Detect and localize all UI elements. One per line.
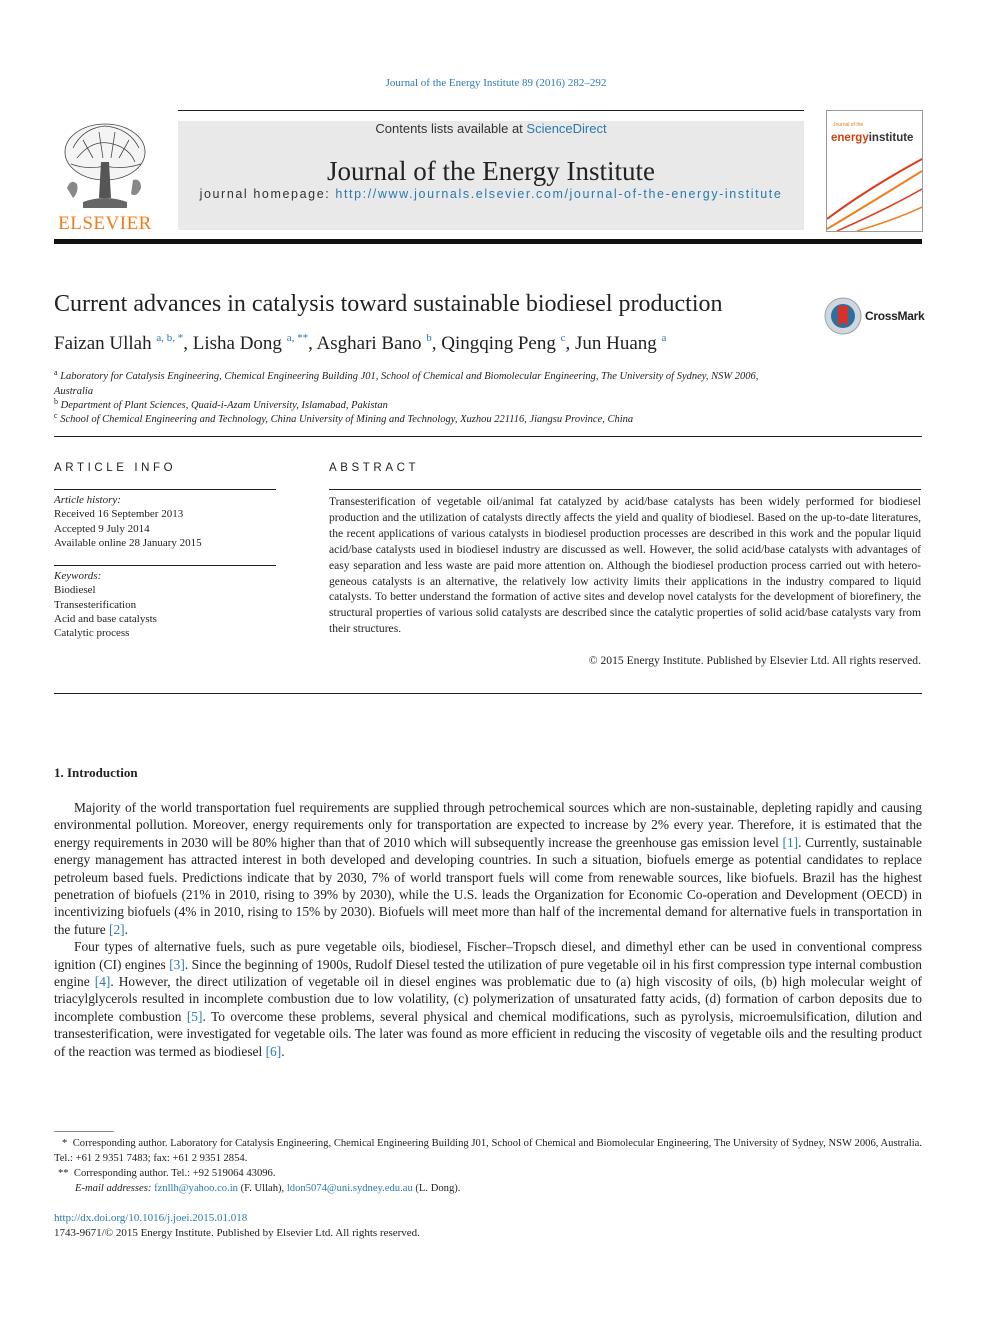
author-name[interactable]: Lisha Dong <box>192 333 282 354</box>
article-history <box>54 493 276 550</box>
journal-citation[interactable]: Journal of the Energy Institute 89 (2016) 282–292 <box>385 77 607 89</box>
article-title: Current advances in catalysis toward sustainable biodiesel production <box>54 291 723 317</box>
keyword-item: Catalytic process <box>54 627 130 640</box>
cover-graphic <box>827 149 922 231</box>
author-name[interactable]: Jun Huang <box>574 333 657 354</box>
article-info-rule-mid <box>54 565 276 566</box>
author-affiliation-marker[interactable]: a, ** <box>286 332 309 344</box>
author-name[interactable]: Faizan Ullah <box>54 333 152 354</box>
elsevier-wordmark: ELSEVIER <box>58 213 152 234</box>
author-name[interactable]: Asghari Bano <box>316 333 422 354</box>
author-separator: , <box>565 333 575 354</box>
keyword-item: Acid and base catalysts <box>54 612 157 625</box>
author-name[interactable]: Qingqing Peng <box>441 333 556 354</box>
citation-ref-1[interactable]: [1] <box>782 834 799 850</box>
keywords-block <box>54 569 276 640</box>
abstract-rule-top <box>329 489 921 490</box>
header-rule <box>178 110 804 111</box>
header-thick-rule <box>54 239 922 244</box>
author-affiliation-marker[interactable]: a <box>661 332 667 344</box>
article-info-heading: ARTICLE INFO <box>54 462 177 474</box>
citation-ref-6[interactable]: [6] <box>265 1043 282 1059</box>
contents-prefix: Contents lists available at <box>375 121 527 136</box>
abstract-heading: ABSTRACT <box>329 462 420 474</box>
author-separator: , <box>431 333 442 354</box>
author-affiliation-marker[interactable]: a, b, * <box>156 332 184 344</box>
doi-link[interactable]: http://dx.doi.org/10.1016/j.joei.2015.01.018 <box>54 1212 248 1224</box>
author-affiliation-marker[interactable]: c <box>560 332 566 344</box>
accepted-date: Accepted 9 July 2014 <box>54 522 150 535</box>
online-date: Available online 28 January 2015 <box>54 536 202 549</box>
footnote-emails: E-mail addresses: fznllh@yahoo.co.in (F. Ullah), ldon5074@uni.sydney.edu.au (L. Dong). <box>75 1183 461 1194</box>
affiliation-b: $^b$ Department of Plant Sciences, Quaid-i-Azam University, Islamabad, Pakistan <box>54 397 388 411</box>
journal-cover-thumbnail[interactable] <box>826 110 923 232</box>
affiliation-rule <box>54 436 922 437</box>
author-separator: , <box>183 333 193 354</box>
journal-title: Journal of the Energy Institute <box>327 156 655 186</box>
citation-ref-3[interactable]: [3] <box>169 956 185 972</box>
homepage-label: journal homepage: <box>199 187 336 201</box>
crossmark-label: CrossMark <box>865 309 925 323</box>
keyword-item: Biodiesel <box>54 584 96 597</box>
keyword-item: Transesterification <box>54 598 137 611</box>
section-heading-introduction: 1. Introduction <box>54 765 138 780</box>
cover-title-institute: institute <box>868 132 914 144</box>
crossmark-icon <box>824 296 864 336</box>
homepage-link[interactable]: http://www.journals.elsevier.com/journal-of-the-energy-institute <box>335 187 783 201</box>
affiliation-a: $^a$ Laboratory for Catalysis Engineering, Chemical Engineering Building J01, School of Chemical and Biomolecular Engineering, The University of Sydney, NSW 2006, Australia <box>54 368 759 397</box>
author-affiliation-marker[interactable]: b <box>426 332 432 344</box>
intro-paragraph-2: Four types of alternative fuels, such as pure vegetable oils, biodiesel, Fischer–Tropsch diesel, and dimethyl ether can be used in conventional compress ignition (CI) engines [3]. Since the beginning of 1900s, Rudolf Diesel tested the utilization of pure vegetable oil in his first compression type internal combustion engine [4]. However, the direct utilization of vegetable oil in diesel engines was problematic due to (a) high viscosity of oils, (b) high molecular weight of triacylglycerols resulted in incomplete combustion due to low volatility, (c) polymerization of unsaturated fatty acids, (d) formation of carbon deposits due to incomplete combustion [5]. To overcome these problems, several physical and chemical modifications, such as pyrolysis, microemulsification, dilution and transesterification, were investigated for vegetable oils. The later was found as more efficient in reducing the viscosity of vegetable oils and the resulting product of the reaction was termed as biodiesel [6]. <box>54 939 922 1059</box>
footnote-corresponding-1: * Corresponding author. Laboratory for Catalysis Engineering, Chemical Engineering Building J01, School of Chemical and Biomolecular Engineering, The University of Sydney, NSW 2006, Australia. Tel.: +61 2 9351 7483; fax: +61 2 9351 2854. <box>54 1138 922 1164</box>
intro-paragraph-1: Majority of the world transportation fuel requirements are supplied through petrochemical sources which are non-sustainable, depleting rapidly and causing environmental pollution. Moreover, energy requirements only for transportation are expected to increase by 2% every year. Therefore, it is estimated that the energy requirements in 2030 will be 80% higher than that of 2010 which will subsequently increase the greenhouse gas emission level [1]. Currently, sustainable energy management has attracted interest in both developed and developing countries. In such a situation, biofuels emerge as potential candidates to replace petroleum based fuels. Predictions indicate that by 2030, 7% of world transport fuels will come from renewable sources, like biofuels. Brazil has the highest penetration of biofuels (21% in 2010, rising to 39% by 2030), while the U.S. leads the Organization for Economic Co-operation and Development (OECD) in incentivizing biofuels (4% in 2010, rising to 15% by 2030). Biofuels will meet more than half of the incremental demand for alternative fuels in transportation in the future [2]. <box>54 800 923 937</box>
issn-copyright: 1743-9671/© 2015 Energy Institute. Published by Elsevier Ltd. All rights reserved. <box>54 1227 420 1239</box>
citation-ref-2[interactable]: [2] <box>109 921 125 937</box>
email-link-dong[interactable]: ldon5074@uni.sydney.edu.au <box>286 1183 413 1194</box>
abstract-copyright: © 2015 Energy Institute. Published by Elsevier Ltd. All rights reserved. <box>588 654 921 667</box>
article-info-rule-top <box>54 489 276 490</box>
email-link-ullah[interactable]: fznllh@yahoo.co.in <box>154 1183 238 1194</box>
abstract-rule-bottom <box>54 693 922 694</box>
footnote-corresponding-2: ** Corresponding author. Tel.: +92 519064 43096. <box>58 1168 276 1179</box>
journal-homepage <box>190 186 792 203</box>
author-separator: , <box>308 333 317 354</box>
affiliation-c: $^c$ School of Chemical Engineering and Technology, China University of Mining and Technology, Xuzhou 221116, Jiangsu Province, China <box>54 411 634 425</box>
cover-title-energy: energy <box>831 132 869 144</box>
contents-line <box>178 121 804 136</box>
footnote-rule <box>54 1131 114 1132</box>
cover-small-text: Journal of the <box>833 122 864 128</box>
sciencedirect-link[interactable]: ScienceDirect <box>526 121 607 136</box>
citation-ref-5[interactable]: [5] <box>186 1008 203 1024</box>
keywords-label: Keywords: <box>54 570 102 582</box>
citation-ref-4[interactable]: [4] <box>94 974 111 990</box>
introduction-body <box>54 799 922 1060</box>
abstract-text: Transesterification of vegetable oil/animal fat catalyzed by acid/base catalysts has been widely performed for biodiesel production and the utilization of catalysts directly affects the yield and quality of biodiesel. Based on the up-to-date literatures, the recent applications of various catalysts in biodiesel production processes are described in this work and the popular liquid acid/base catalysts used in biodiesel industry are discussed as well. However, the solid acid/base catalysts with advantages of easy separation and less waste are paid more attention on. Although the biodiesel production process carried out with heterogeneous catalysts is an alternative, the relatively low activity limits their applications in the industry compared to liquid catalysts. To better understand the formation of active sites and develop novel catalysts for the development of biorefinery, the structural properties of various solid catalysts are described since the catalytic properties of solid acid/base catalysts vary from their structures. <box>329 495 921 636</box>
received-date: Received 16 September 2013 <box>54 508 184 521</box>
author-list <box>54 332 666 355</box>
history-label: Article history: <box>54 494 121 506</box>
cover-title <box>831 132 913 144</box>
